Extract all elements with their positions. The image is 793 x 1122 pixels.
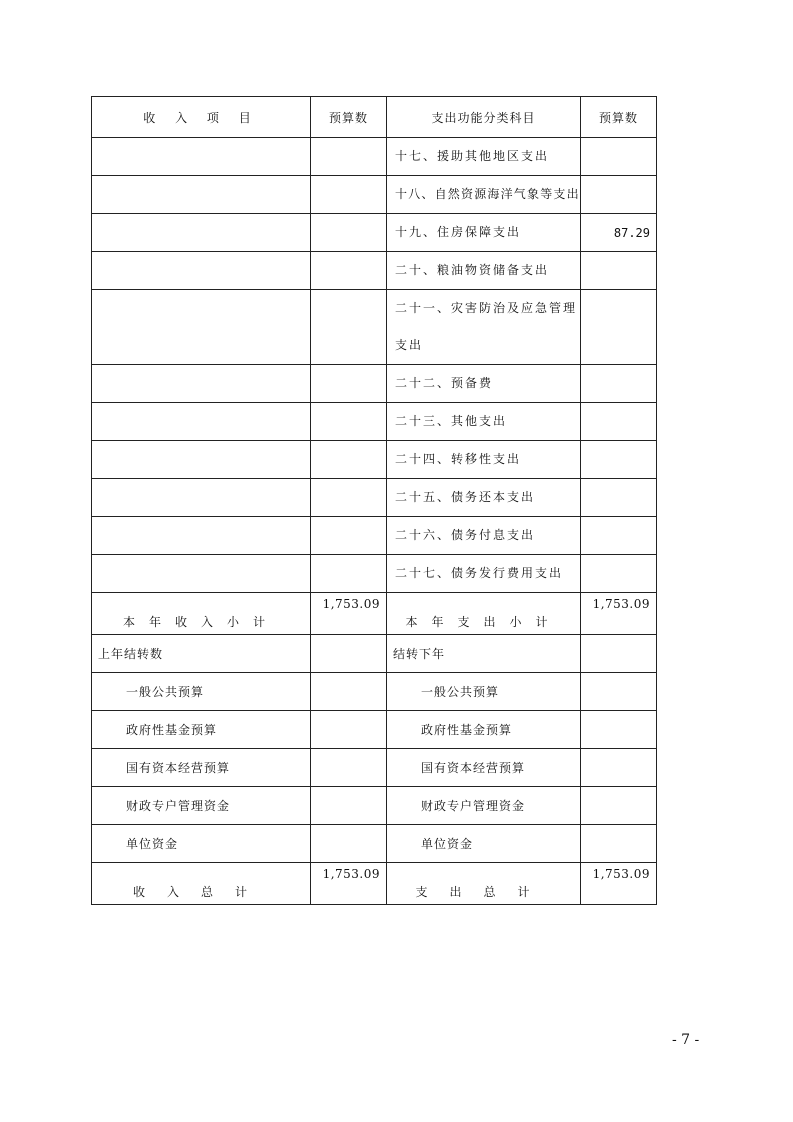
expense-item-value xyxy=(581,176,657,214)
expense-value-cell xyxy=(581,787,657,825)
expense-value-cell xyxy=(581,825,657,863)
income-value-cell xyxy=(311,635,387,673)
expense-subtotal-value: 1,753.09 xyxy=(581,593,657,635)
expense-item-value xyxy=(581,365,657,403)
income-cell xyxy=(92,290,311,365)
page-number: - 7 - xyxy=(672,1032,700,1048)
income-cell xyxy=(92,252,311,290)
expense-item-label: 二十二、预备费 xyxy=(387,365,581,403)
expense-item-label: 十七、援助其他地区支出 xyxy=(387,138,581,176)
income-value-cell xyxy=(311,365,387,403)
income-cell xyxy=(92,214,311,252)
expense-item-value xyxy=(581,479,657,517)
income-cell xyxy=(92,441,311,479)
income-cell xyxy=(92,403,311,441)
table-row xyxy=(92,365,657,403)
income-value-cell xyxy=(311,555,387,593)
expense-item-value xyxy=(581,441,657,479)
expense-total-value: 1,753.09 xyxy=(581,863,657,905)
income-value-cell xyxy=(311,214,387,252)
expense-item-label: 二十六、债务付息支出 xyxy=(387,517,581,555)
income-subtotal-value: 1,753.09 xyxy=(311,593,387,635)
expense-carryover-item: 财政专户管理资金 xyxy=(387,787,581,825)
table-row xyxy=(92,825,657,863)
income-value-cell xyxy=(311,138,387,176)
expense-value-cell xyxy=(581,635,657,673)
total-row xyxy=(92,863,657,905)
expense-item-value: 87.29 xyxy=(581,214,657,252)
table-row xyxy=(92,555,657,593)
table-row xyxy=(92,290,657,365)
expense-subtotal-label: 本年支出小计 xyxy=(387,593,581,635)
income-cell xyxy=(92,138,311,176)
expense-item-label: 二十、粮油物资储备支出 xyxy=(387,252,581,290)
income-value-cell xyxy=(311,479,387,517)
table-row xyxy=(92,711,657,749)
expense-item-label: 二十七、债务发行费用支出 xyxy=(387,555,581,593)
header-income-budget: 预算数 xyxy=(311,97,387,138)
header-expense-item: 支出功能分类科目 xyxy=(387,97,581,138)
income-value-cell xyxy=(311,825,387,863)
income-cell xyxy=(92,517,311,555)
table-row xyxy=(92,403,657,441)
income-cell xyxy=(92,479,311,517)
income-carryover-item: 一般公共预算 xyxy=(92,673,311,711)
expense-item-label: 二十四、转移性支出 xyxy=(387,441,581,479)
income-carryover-label: 上年结转数 xyxy=(92,635,311,673)
budget-table xyxy=(91,96,657,905)
income-total-value: 1,753.09 xyxy=(311,863,387,905)
expense-item-value xyxy=(581,403,657,441)
table-row xyxy=(92,214,657,252)
income-value-cell xyxy=(311,441,387,479)
subtotal-row xyxy=(92,593,657,635)
expense-carryover-item: 政府性基金预算 xyxy=(387,711,581,749)
expense-item-label: 十九、住房保障支出 xyxy=(387,214,581,252)
table-row xyxy=(92,517,657,555)
header-expense-budget: 预算数 xyxy=(581,97,657,138)
carryover-header-row xyxy=(92,635,657,673)
income-value-cell xyxy=(311,252,387,290)
table-row xyxy=(92,787,657,825)
income-carryover-item: 政府性基金预算 xyxy=(92,711,311,749)
expense-item-value xyxy=(581,138,657,176)
header-income-item: 收 入 项 目 xyxy=(92,97,311,138)
income-carryover-item: 单位资金 xyxy=(92,825,311,863)
income-value-cell xyxy=(311,290,387,365)
income-value-cell xyxy=(311,711,387,749)
income-total-label: 收入总计 xyxy=(92,863,311,905)
table-row xyxy=(92,176,657,214)
income-value-cell xyxy=(311,787,387,825)
income-cell xyxy=(92,176,311,214)
income-value-cell xyxy=(311,673,387,711)
expense-carryover-label: 结转下年 xyxy=(387,635,581,673)
expense-carryover-item: 国有资本经营预算 xyxy=(387,749,581,787)
expense-item-value xyxy=(581,517,657,555)
table-row xyxy=(92,138,657,176)
expense-value-cell xyxy=(581,749,657,787)
table-header-row xyxy=(92,97,657,138)
income-value-cell xyxy=(311,176,387,214)
expense-item-label: 二十五、债务还本支出 xyxy=(387,479,581,517)
income-carryover-item: 国有资本经营预算 xyxy=(92,749,311,787)
expense-item-label: 二十三、其他支出 xyxy=(387,403,581,441)
income-value-cell xyxy=(311,403,387,441)
table-row xyxy=(92,479,657,517)
income-value-cell xyxy=(311,749,387,787)
table-row xyxy=(92,673,657,711)
income-carryover-item: 财政专户管理资金 xyxy=(92,787,311,825)
income-cell xyxy=(92,555,311,593)
expense-value-cell xyxy=(581,711,657,749)
expense-item-label: 二十一、灾害防治及应急管理支出 xyxy=(387,290,581,365)
expense-carryover-item: 单位资金 xyxy=(387,825,581,863)
expense-carryover-item: 一般公共预算 xyxy=(387,673,581,711)
table-row xyxy=(92,749,657,787)
expense-item-value xyxy=(581,555,657,593)
expense-item-value xyxy=(581,252,657,290)
table-row xyxy=(92,252,657,290)
expense-item-label: 十八、自然资源海洋气象等支出 xyxy=(387,176,581,214)
income-value-cell xyxy=(311,517,387,555)
expense-value-cell xyxy=(581,673,657,711)
income-subtotal-label: 本年收入小计 xyxy=(92,593,311,635)
income-cell xyxy=(92,365,311,403)
expense-item-value xyxy=(581,290,657,365)
expense-total-label: 支出总计 xyxy=(387,863,581,905)
table-row xyxy=(92,441,657,479)
